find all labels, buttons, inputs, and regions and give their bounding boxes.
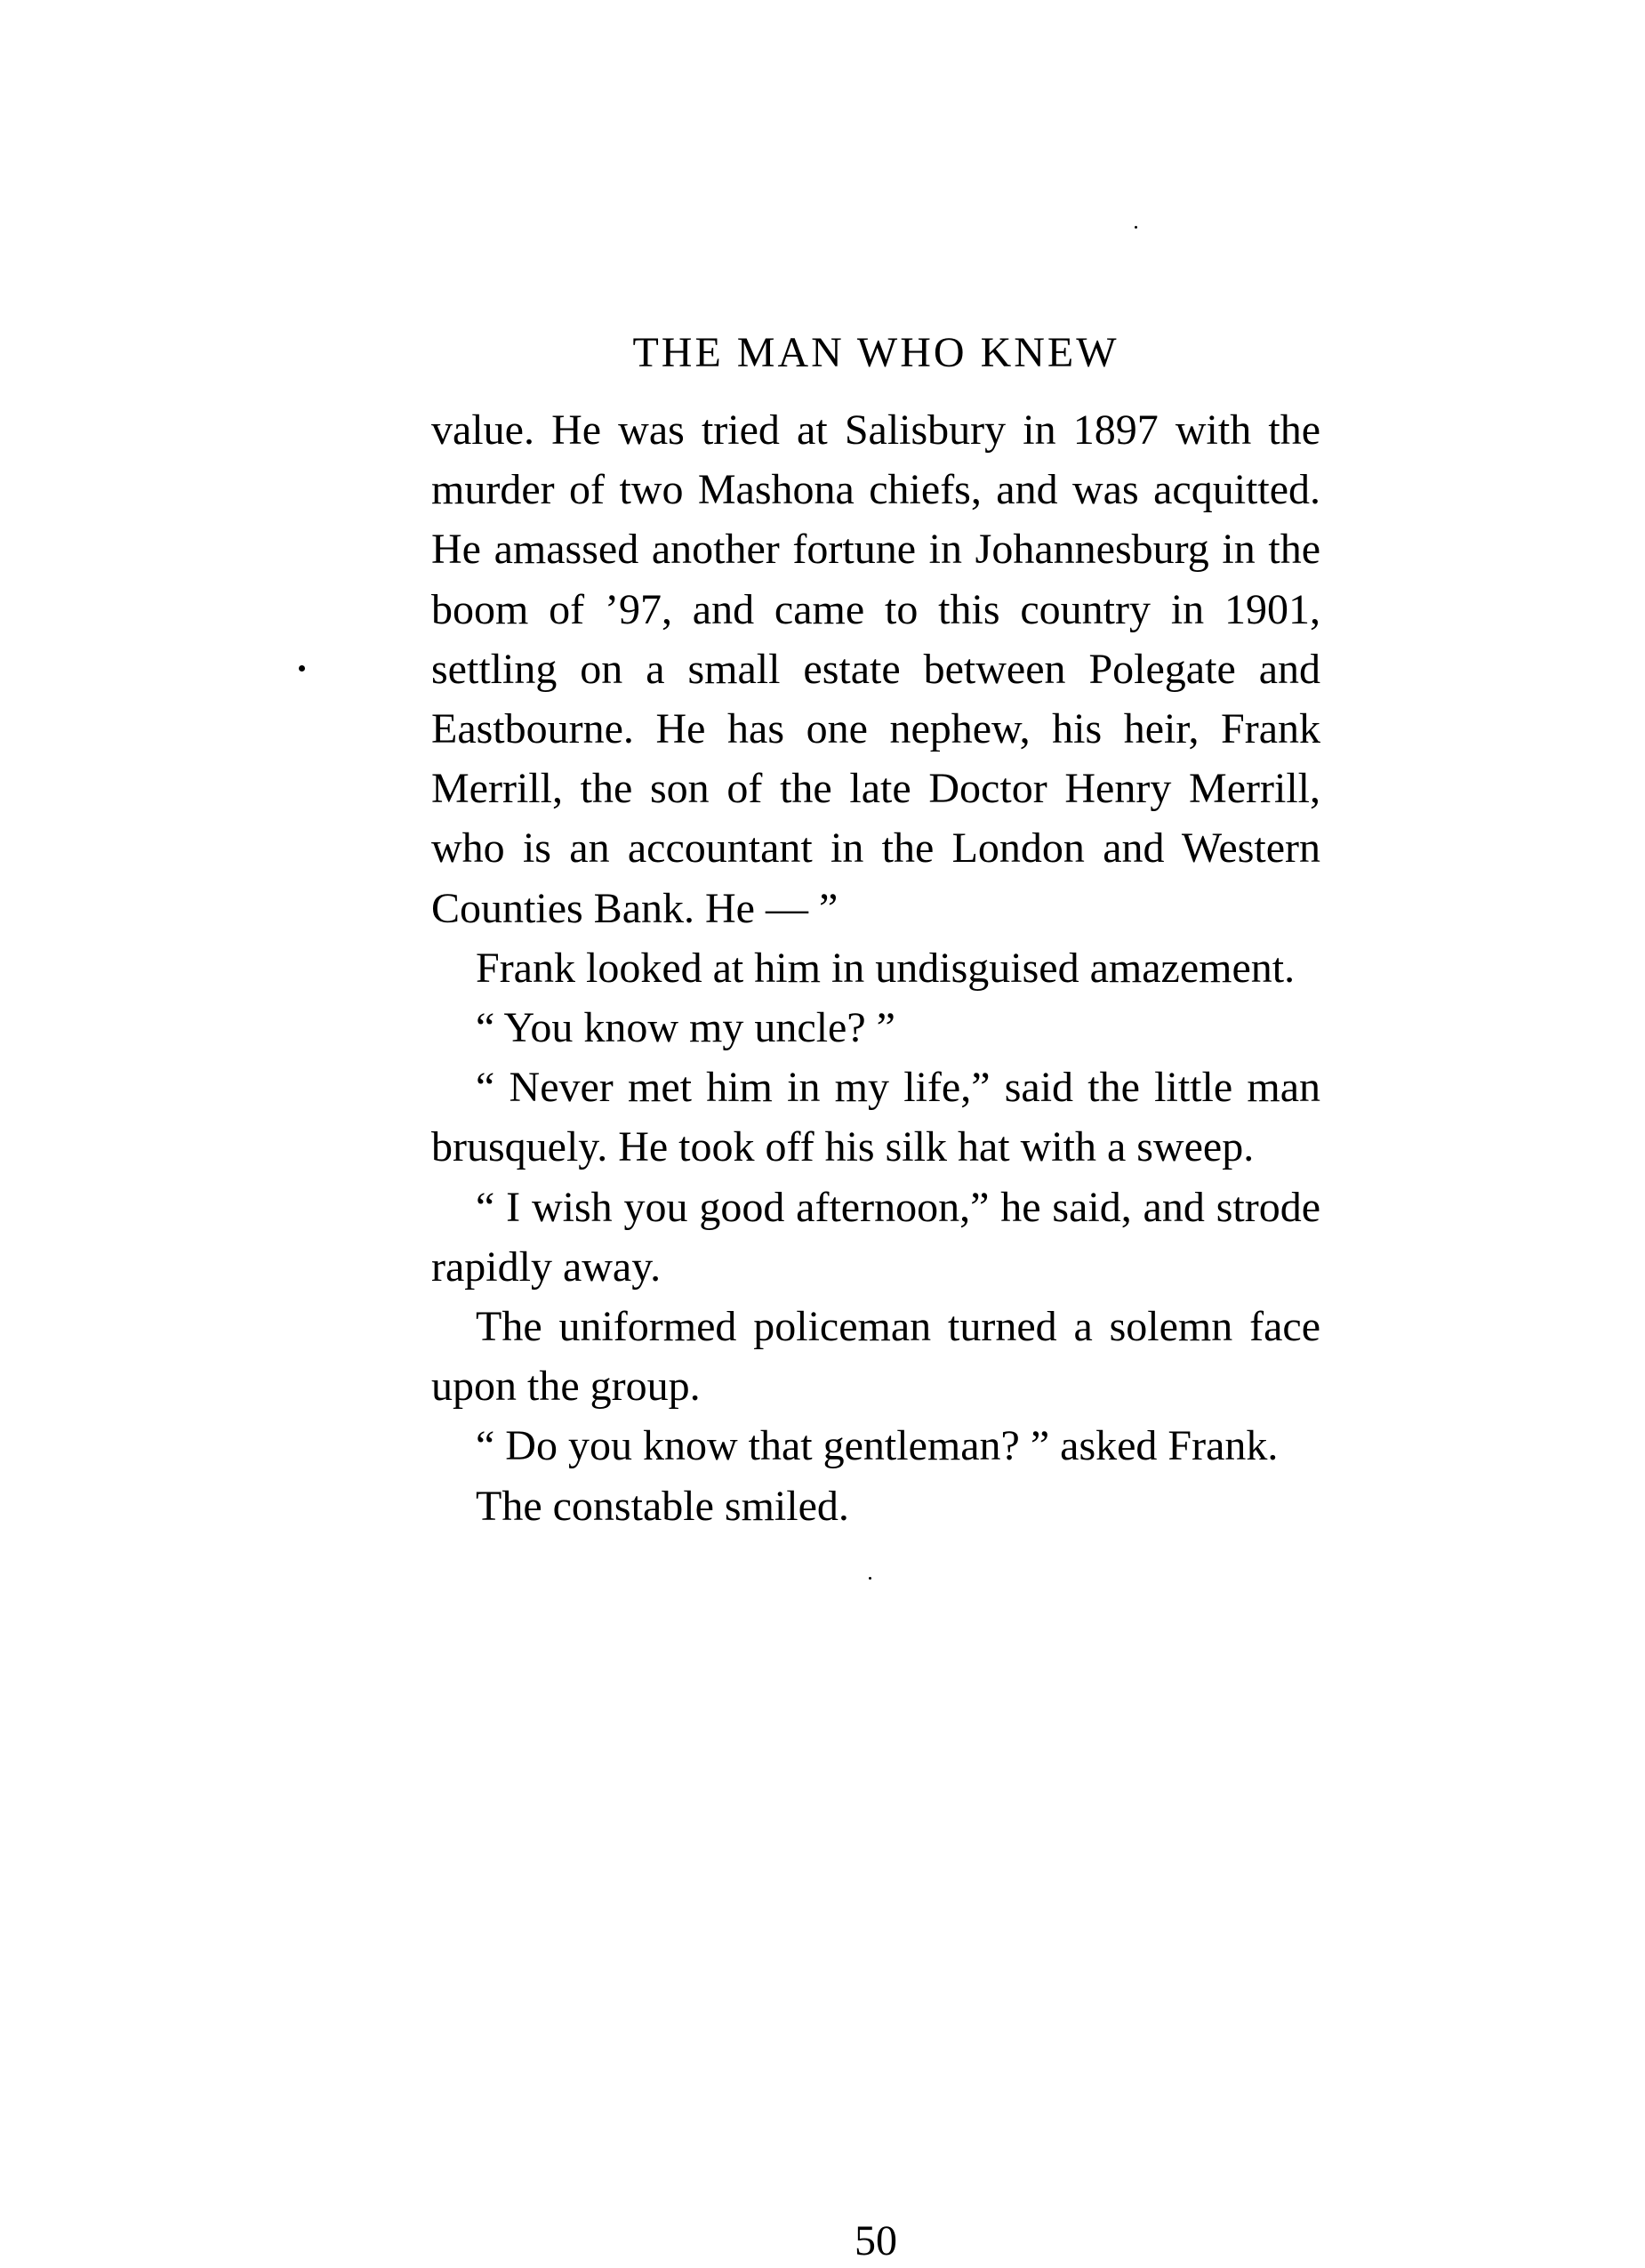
paragraph: The constable smiled.	[476, 1482, 849, 1530]
running-head: THE MAN WHO KNEW	[632, 329, 1119, 376]
paragraph: value. He was tried at Salisbury in 1897 with the murder of two Mashona chiefs, and was acquitted. He amassed another fortune in Johannesburg in the boom of ’97, and came to this country in 1901, settling on a small estate between Polegate and Eastbourne. He has one nephew, his heir, Frank Merrill, the son of the late Doctor Henry Merrill, who is an accountant in the London and Western Counties Bank. He — ”	[431, 406, 1320, 932]
ink-speck	[1135, 226, 1137, 229]
paragraph: Frank looked at him in undisguised amazement.	[476, 944, 1296, 992]
paragraph: “ You know my uncle? ”	[476, 1004, 895, 1052]
paragraph: The uniformed policeman turned a solemn face upon the group.	[431, 1303, 1320, 1411]
page-number: 50	[855, 2217, 897, 2264]
body-text	[431, 400, 1320, 1536]
paragraph: “ Never met him in my life,” said the little man brusquely. He took off his silk hat with a sweep.	[431, 1064, 1320, 1171]
ink-speck	[869, 1577, 871, 1580]
paragraph: “ I wish you good afternoon,” he said, and strode rapidly away.	[431, 1183, 1320, 1291]
ink-speck	[299, 665, 305, 672]
paragraph: “ Do you know that gentleman? ” asked Frank.	[476, 1422, 1279, 1470]
